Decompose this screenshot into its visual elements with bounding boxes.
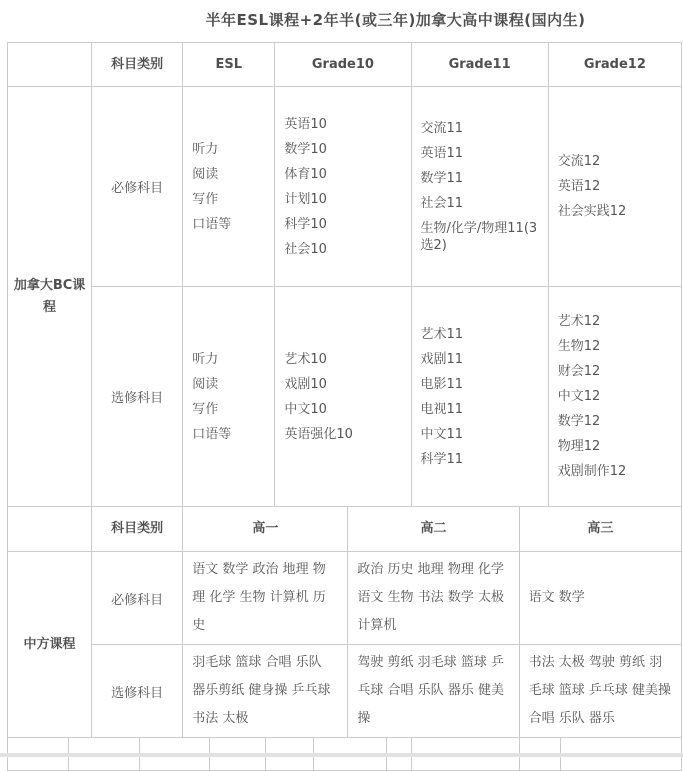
bc-required-row [8, 87, 682, 287]
row-group-label-canada-bc: 加拿大BC课程 [8, 87, 92, 507]
bc-elective-row [8, 287, 682, 507]
cn-required-row [8, 552, 682, 645]
bc-required-grade10-cell: 英语10 数学10 体育10 计划10 科学10 社会10 [275, 87, 411, 287]
cn-elective-year1-cell: 羽毛球 篮球 合唱 乐队 器乐剪纸 健身操 乒乓球 书法 太极 [183, 645, 348, 738]
cn-header-year3: 高三 [519, 507, 681, 552]
bc-header-esl: ESL [183, 43, 275, 87]
bc-required-esl-cell: 听力 阅读 写作 口语等 [183, 87, 275, 287]
bc-header-grade11: Grade11 [411, 43, 548, 87]
cn-elective-row [8, 645, 682, 738]
bc-required-grade12-cell: 交流12 英语12 社会实践12 [548, 87, 681, 287]
cn-elective-year2-cell: 驾驶 剪纸 羽毛球 篮球 乒乓球 合唱 乐队 器乐 健美操 [348, 645, 519, 738]
cn-required-category-cell: 必修科目 [92, 552, 183, 645]
bc-elective-grade10-cell: 艺术10 戏剧10 中文10 英语强化10 [275, 287, 411, 507]
cn-elective-year3-cell: 书法 太极 驾驶 剪纸 羽毛球 篮球 乒乓球 健美操 合唱 乐队 器乐 [519, 645, 681, 738]
cn-elective-category-cell: 选修科目 [92, 645, 183, 738]
bc-required-grade11-cell: 交流11 英语11 数学11 社会11 生物/化学/物理11(3选2) [411, 87, 548, 287]
bc-header-empty-cell [8, 43, 92, 87]
bc-header-grade12: Grade12 [548, 43, 681, 87]
bc-elective-grade12-cell: 艺术12 生物12 财会12 中文12 数学12 物理12 戏剧制作12 [548, 287, 681, 507]
curriculum-table [7, 42, 682, 771]
bc-required-category-cell: 必修科目 [92, 87, 183, 287]
cn-header-year2: 高二 [348, 507, 519, 552]
cn-header-year1: 高一 [183, 507, 348, 552]
bc-header-grade10: Grade10 [275, 43, 411, 87]
cn-header-row [8, 507, 682, 552]
page-bottom-edge [0, 753, 683, 757]
bc-elective-grade11-cell: 艺术11 戏剧11 电影11 电视11 中文11 科学11 [411, 287, 548, 507]
cn-header-category: 科目类别 [92, 507, 183, 552]
bc-header-category: 科目类别 [92, 43, 183, 87]
row-group-label-china: 中方课程 [8, 552, 92, 738]
bc-header-row [8, 43, 682, 87]
bc-elective-esl-cell: 听力 阅读 写作 口语等 [183, 287, 275, 507]
cn-required-year1-cell: 语文 数学 政治 地理 物理 化学 生物 计算机 历史 [183, 552, 348, 645]
cn-required-year2-cell: 政治 历史 地理 物理 化学语文 生物 书法 数学 太极计算机 [348, 552, 519, 645]
page-title: 半年ESL课程+2年半(或三年)加拿大高中课程(国内生) [205, 11, 586, 29]
cn-header-empty-cell [8, 507, 92, 552]
bc-elective-category-cell: 选修科目 [92, 287, 183, 507]
cn-required-year3-cell: 语文 数学 [519, 552, 681, 645]
